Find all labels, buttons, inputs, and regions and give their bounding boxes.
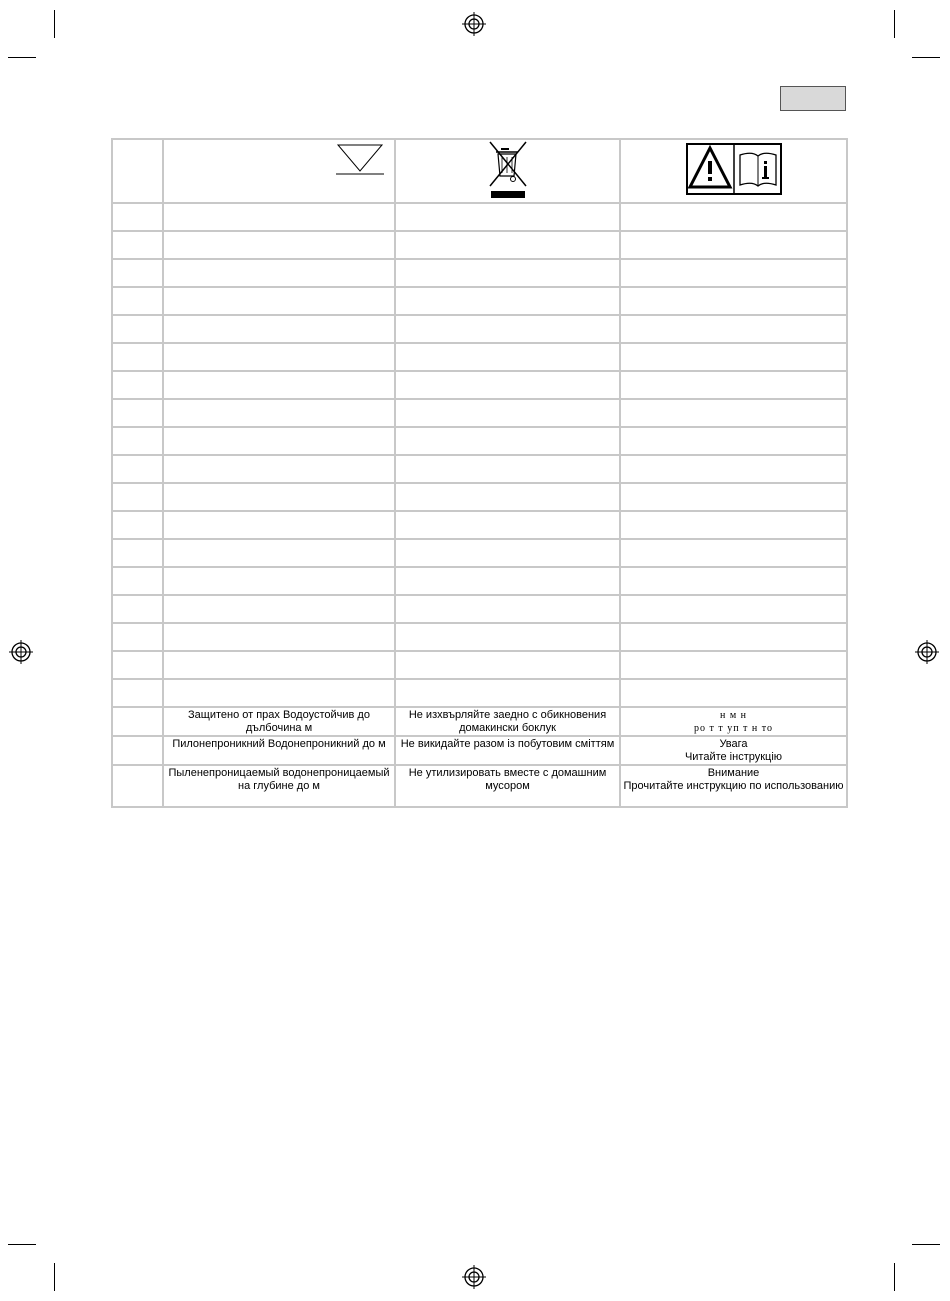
table-row	[112, 539, 847, 567]
table-cell	[163, 371, 395, 399]
table-cell	[112, 651, 163, 679]
table-cell	[163, 455, 395, 483]
table-cell	[112, 623, 163, 651]
table-cell	[395, 679, 620, 707]
table-row	[112, 371, 847, 399]
table-cell	[620, 399, 847, 427]
table-cell	[395, 595, 620, 623]
warning-instruction: Читайте інструкцію	[684, 751, 783, 763]
table-row	[112, 765, 847, 807]
crop-mark	[912, 57, 940, 58]
crop-mark	[894, 1263, 895, 1291]
table-cell	[112, 595, 163, 623]
table-cell	[620, 539, 847, 567]
protection-text: Пилонепроникний Водонепроникний до м	[163, 736, 395, 765]
warning-instruction: ро т т уп т н то	[693, 723, 774, 734]
table-cell	[112, 427, 163, 455]
table-row	[112, 315, 847, 343]
table-row	[112, 483, 847, 511]
table-cell	[620, 203, 847, 231]
table-cell	[163, 343, 395, 371]
table-cell	[112, 231, 163, 259]
table-cell	[112, 707, 163, 736]
table-row	[112, 455, 847, 483]
table-cell	[395, 231, 620, 259]
table-cell	[395, 427, 620, 455]
table-cell	[163, 567, 395, 595]
table-cell	[395, 371, 620, 399]
table-cell	[112, 371, 163, 399]
table-row	[112, 231, 847, 259]
table-cell	[395, 287, 620, 315]
table-cell	[395, 315, 620, 343]
table-cell	[163, 651, 395, 679]
table-row	[112, 679, 847, 707]
symbols-table	[111, 138, 848, 808]
table-cell	[395, 259, 620, 287]
table-cell	[395, 511, 620, 539]
table-cell	[112, 483, 163, 511]
crop-mark	[54, 1263, 55, 1291]
table-cell	[395, 483, 620, 511]
table-cell	[163, 679, 395, 707]
table-cell	[620, 567, 847, 595]
table-cell	[395, 623, 620, 651]
table-row	[112, 595, 847, 623]
table-cell	[112, 539, 163, 567]
table-cell	[395, 343, 620, 371]
warning-text-cell	[620, 736, 847, 765]
table-cell	[620, 287, 847, 315]
table-cell	[163, 539, 395, 567]
disposal-text: Не изхвърляйте заедно с обикновения домакински боклук	[395, 707, 620, 736]
warning-read-manual-icon	[686, 143, 782, 195]
warning-title: Внимание	[707, 767, 760, 779]
registration-mark-icon	[915, 640, 939, 664]
table-cell	[163, 595, 395, 623]
table-header-row	[112, 139, 847, 203]
crop-mark	[894, 10, 895, 38]
table-cell	[620, 651, 847, 679]
crop-mark	[8, 1244, 36, 1245]
language-tab-box	[780, 86, 846, 111]
table-cell	[112, 567, 163, 595]
inverted-triangle-icon	[336, 143, 384, 177]
table-cell	[112, 399, 163, 427]
table-cell	[395, 651, 620, 679]
table-cell	[163, 399, 395, 427]
table-cell	[112, 343, 163, 371]
table-cell	[112, 765, 163, 807]
table-cell	[112, 511, 163, 539]
protection-text: Пыленепроницаемый водонепроницаемый на глубине до м	[163, 765, 395, 807]
table-cell	[163, 483, 395, 511]
table-cell	[620, 427, 847, 455]
registration-mark-icon	[9, 640, 33, 664]
table-row	[112, 651, 847, 679]
header-cell-disposal	[395, 139, 620, 203]
table-cell	[395, 455, 620, 483]
table-cell	[112, 679, 163, 707]
table-cell	[620, 371, 847, 399]
header-cell-warning	[620, 139, 847, 203]
table-cell	[620, 679, 847, 707]
warning-title: н м н	[719, 710, 748, 721]
crop-mark	[8, 57, 36, 58]
table-cell	[112, 455, 163, 483]
crossed-out-wheelie-bin-icon	[486, 140, 530, 198]
table-row	[112, 707, 847, 736]
table-cell	[163, 511, 395, 539]
crop-mark	[912, 1244, 940, 1245]
table-cell	[163, 623, 395, 651]
table-cell	[620, 595, 847, 623]
table-cell	[163, 203, 395, 231]
warning-instruction: Прочитайте инструкцию по использованию	[623, 780, 844, 792]
table-row	[112, 623, 847, 651]
table-cell	[163, 315, 395, 343]
table-cell	[395, 539, 620, 567]
table-cell	[620, 231, 847, 259]
table-cell	[163, 231, 395, 259]
crop-mark	[54, 10, 55, 38]
table-row	[112, 343, 847, 371]
table-row	[112, 287, 847, 315]
disposal-text: Не викидайте разом із побутовим сміттям	[395, 736, 620, 765]
table-cell	[620, 511, 847, 539]
table-cell	[620, 315, 847, 343]
header-cell-index	[112, 139, 163, 203]
table-cell	[620, 343, 847, 371]
registration-mark-icon	[462, 1265, 486, 1289]
protection-text: Защитено от прах Водоустойчив до дълбочина м	[163, 707, 395, 736]
table-cell	[395, 567, 620, 595]
table-cell	[112, 287, 163, 315]
table-cell	[395, 203, 620, 231]
table-row	[112, 567, 847, 595]
warning-title: Увага	[719, 738, 748, 750]
warning-text-cell	[620, 765, 847, 807]
table-row	[112, 399, 847, 427]
table-cell	[112, 259, 163, 287]
header-cell-protection	[163, 139, 395, 203]
table-row	[112, 203, 847, 231]
table-row	[112, 736, 847, 765]
table-cell	[620, 623, 847, 651]
table-cell	[112, 203, 163, 231]
table-cell	[395, 399, 620, 427]
table-cell	[112, 315, 163, 343]
table-cell	[163, 287, 395, 315]
table-cell	[163, 427, 395, 455]
disposal-text: Не утилизировать вместе с домашним мусором	[395, 765, 620, 807]
warning-text-cell	[620, 707, 847, 736]
table-cell	[112, 736, 163, 765]
table-cell	[620, 455, 847, 483]
table-cell	[620, 259, 847, 287]
table-row	[112, 427, 847, 455]
table-row	[112, 259, 847, 287]
table-row	[112, 511, 847, 539]
table-cell	[620, 483, 847, 511]
registration-mark-icon	[462, 12, 486, 36]
table-cell	[163, 259, 395, 287]
